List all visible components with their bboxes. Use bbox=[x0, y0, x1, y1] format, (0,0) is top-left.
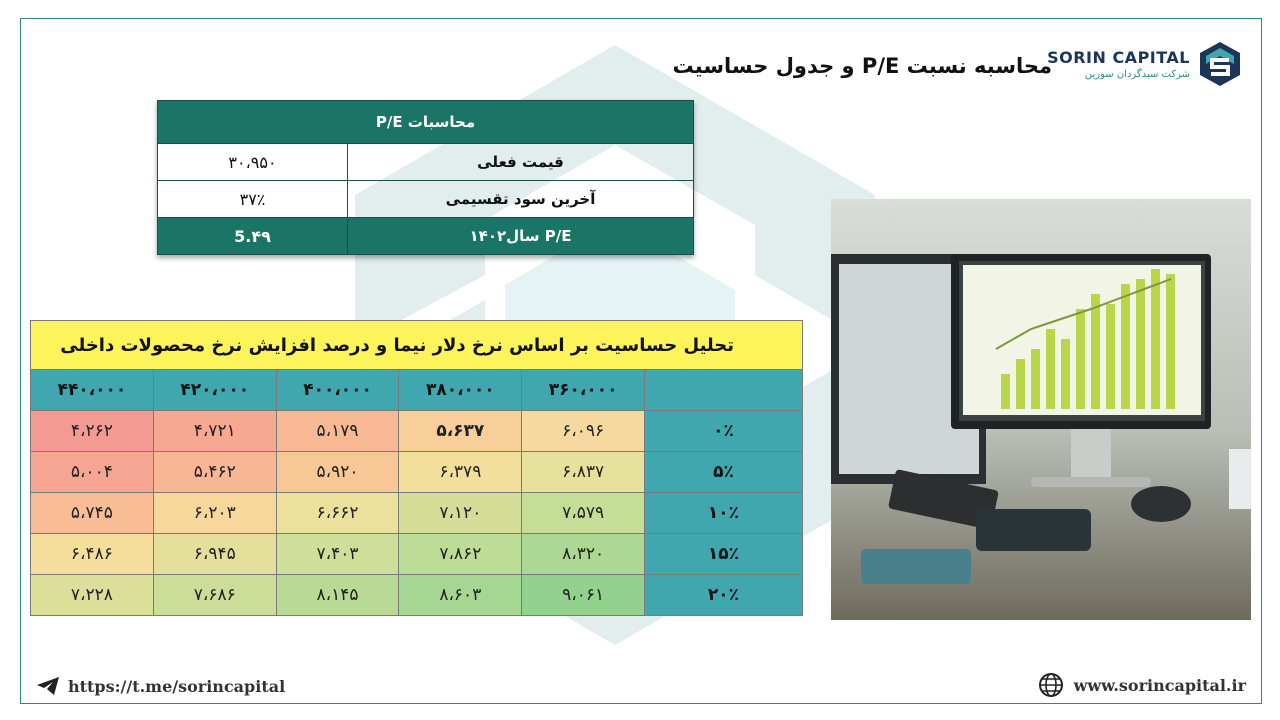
brand-logo bbox=[1047, 40, 1242, 88]
table-row bbox=[31, 411, 803, 452]
row-header: ۰٪ bbox=[645, 411, 803, 452]
table-row bbox=[158, 144, 694, 181]
column-header: ۳۶۰،۰۰۰ bbox=[522, 370, 645, 411]
telegram-link[interactable] bbox=[36, 676, 285, 696]
corner-cell bbox=[645, 370, 803, 411]
row-header: ۲۰٪ bbox=[645, 575, 803, 616]
table-row bbox=[158, 218, 694, 255]
table-row bbox=[158, 181, 694, 218]
column-header: ۴۴۰،۰۰۰ bbox=[31, 370, 154, 411]
value-cell: ۶،۹۴۵ bbox=[153, 534, 276, 575]
row-header: ۵٪ bbox=[645, 452, 803, 493]
value-cell: ۷،۲۲۸ bbox=[31, 575, 154, 616]
table-row bbox=[31, 493, 803, 534]
table-row bbox=[31, 575, 803, 616]
value-cell: ۵،۱۷۹ bbox=[276, 411, 399, 452]
value-cell: ۶،۶۶۲ bbox=[276, 493, 399, 534]
value-cell: ۸،۱۴۵ bbox=[276, 575, 399, 616]
row-label: آخرین سود تقسیمی bbox=[348, 181, 694, 218]
value-cell: ۸،۶۰۳ bbox=[399, 575, 522, 616]
header-row bbox=[31, 370, 803, 411]
row-value: ۳۰،۹۵۰ bbox=[158, 144, 348, 181]
column-header: ۴۰۰،۰۰۰ bbox=[276, 370, 399, 411]
value-cell: ۹،۰۶۱ bbox=[522, 575, 645, 616]
table-row bbox=[31, 452, 803, 493]
value-cell: ۶،۸۳۷ bbox=[522, 452, 645, 493]
row-header: ۱۰٪ bbox=[645, 493, 803, 534]
row-header: ۱۵٪ bbox=[645, 534, 803, 575]
value-cell: ۴،۲۶۲ bbox=[31, 411, 154, 452]
computer-photo bbox=[831, 199, 1251, 620]
row-label: P/E سال۱۴۰۲ bbox=[348, 218, 694, 255]
sensitivity-caption: تحلیل حساسیت بر اساس نرخ دلار نیما و درصد افزایش نرخ محصولات داخلی bbox=[31, 321, 803, 370]
value-cell: ۵،۶۳۷ bbox=[399, 411, 522, 452]
pe-table-header: محاسبات P/E bbox=[158, 101, 694, 144]
value-cell: ۵،۰۰۴ bbox=[31, 452, 154, 493]
page-title: محاسبه نسبت P/E و جدول حساسیت bbox=[672, 54, 1052, 78]
value-cell: ۷،۸۶۲ bbox=[399, 534, 522, 575]
telegram-url[interactable]: https://t.me/sorincapital bbox=[68, 676, 286, 696]
value-cell: ۶،۰۹۶ bbox=[522, 411, 645, 452]
brand-name: SORIN CAPITAL bbox=[1047, 48, 1190, 67]
value-cell: ۸،۳۲۰ bbox=[522, 534, 645, 575]
value-cell: ۴،۷۲۱ bbox=[153, 411, 276, 452]
value-cell: ۶،۴۸۶ bbox=[31, 534, 154, 575]
value-cell: ۶،۲۰۳ bbox=[153, 493, 276, 534]
row-value: 5.۴۹ bbox=[158, 218, 348, 255]
value-cell: ۷،۵۷۹ bbox=[522, 493, 645, 534]
value-cell: ۵،۷۴۵ bbox=[31, 493, 154, 534]
globe-icon bbox=[1038, 672, 1064, 698]
column-header: ۴۲۰،۰۰۰ bbox=[153, 370, 276, 411]
website-link[interactable] bbox=[1038, 672, 1246, 698]
value-cell: ۵،۹۲۰ bbox=[276, 452, 399, 493]
row-label: قیمت فعلی bbox=[348, 144, 694, 181]
value-cell: ۷،۴۰۳ bbox=[276, 534, 399, 575]
row-value: ۳۷٪ bbox=[158, 181, 348, 218]
table-row bbox=[31, 534, 803, 575]
pe-calculation-table bbox=[157, 100, 694, 255]
value-cell: ۷،۶۸۶ bbox=[153, 575, 276, 616]
value-cell: ۵،۴۶۲ bbox=[153, 452, 276, 493]
logo-hexagon-icon bbox=[1198, 40, 1242, 88]
value-cell: ۶،۳۷۹ bbox=[399, 452, 522, 493]
sensitivity-table bbox=[30, 320, 803, 616]
column-header: ۳۸۰،۰۰۰ bbox=[399, 370, 522, 411]
telegram-icon bbox=[36, 676, 60, 696]
value-cell: ۷،۱۲۰ bbox=[399, 493, 522, 534]
brand-subtitle: شرکت سبدگردان سورین bbox=[1084, 69, 1190, 80]
website-url[interactable]: www.sorincapital.ir bbox=[1073, 675, 1246, 695]
